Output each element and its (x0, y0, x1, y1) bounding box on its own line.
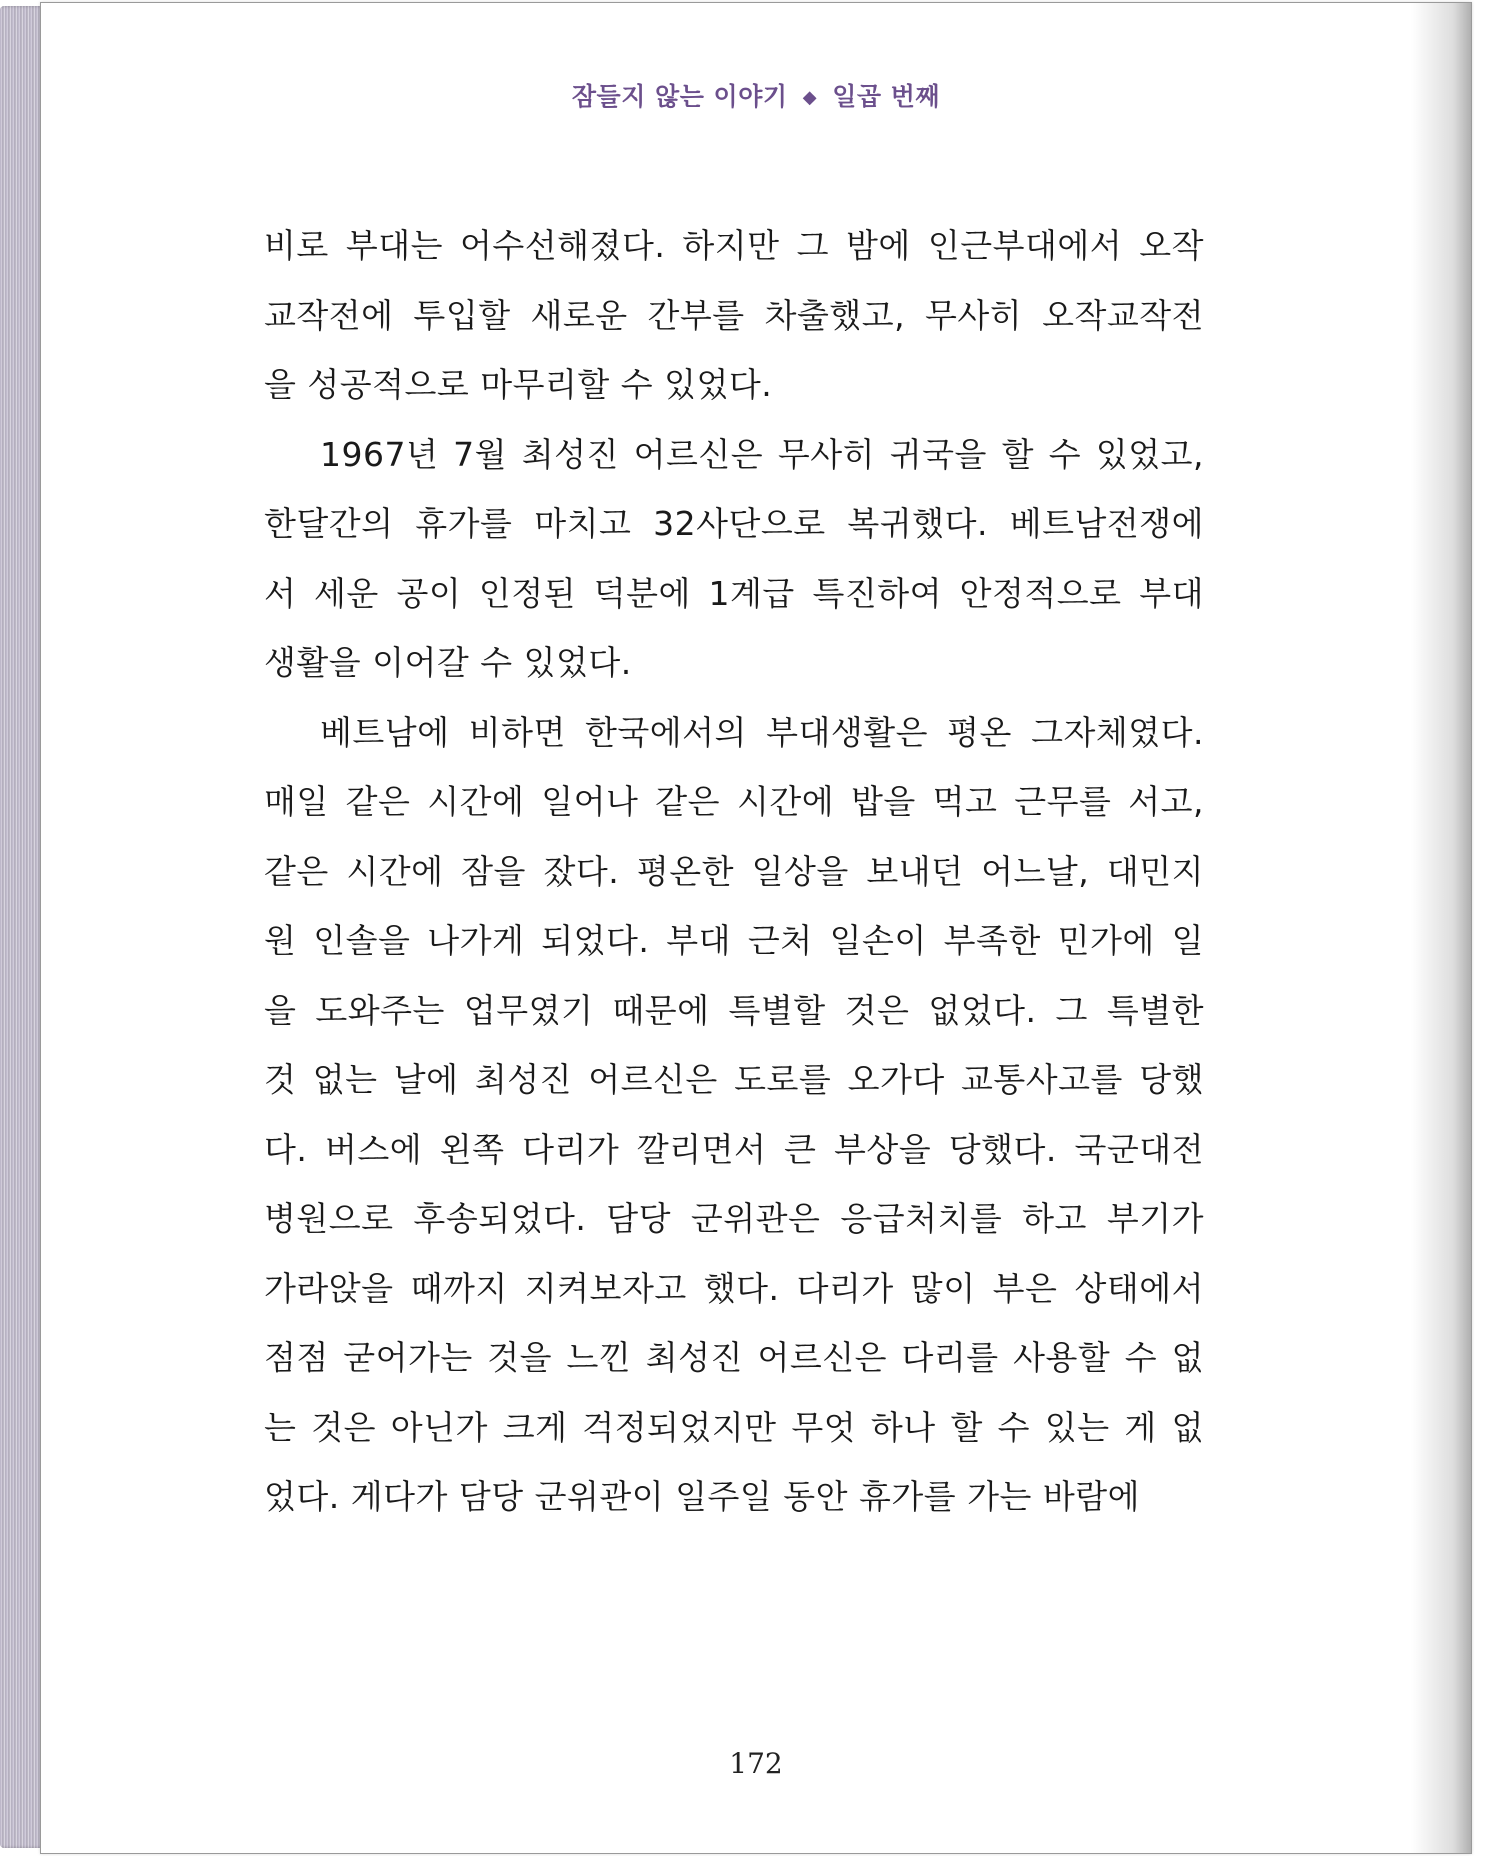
text-line: 생활을 이어갈 수 있었다. (264, 643, 632, 682)
text-line: 한달간의 휴가를 마치고 32사단으로 복귀했다. 베트남전쟁에 (264, 504, 1204, 543)
page (40, 2, 1472, 1854)
body-text (264, 211, 1204, 1532)
running-head-title: 잠들지 않는 이야기 (571, 82, 788, 111)
text-line: 는 것은 아닌가 크게 걱정되었지만 무엇 하나 할 수 있는 게 없 (264, 1407, 1204, 1447)
running-head-chapter: 일곱 번째 (832, 82, 941, 111)
running-head (41, 77, 1471, 113)
text-line: 원 인솔을 나가게 되었다. 부대 근처 일손이 부족한 민가에 일 (264, 921, 1204, 960)
text-line: 가라앉을 때까지 지켜보자고 했다. 다리가 많이 부은 상태에서 (264, 1268, 1204, 1308)
text-line: 었다. 게다가 담당 군위관이 일주일 동안 휴가를 가는 바람에 (264, 1477, 1140, 1516)
text-line: 다. 버스에 왼쪽 다리가 깔리면서 큰 부상을 당했다. 국군대전 (264, 1129, 1204, 1169)
text-line: 베트남에 비하면 한국에서의 부대생활은 평온 그자체였다. (320, 712, 1204, 752)
diamond-icon: ◆ (802, 87, 818, 108)
text-line: 서 세운 공이 인정된 덕분에 1계급 특진하여 안정적으로 부대 (264, 573, 1204, 613)
text-line: 것 없는 날에 최성진 어르신은 도로를 오가다 교통사고를 당했 (264, 1060, 1204, 1099)
text-line: 을 성공적으로 마무리할 수 있었다. (264, 365, 773, 404)
text-line: 비로 부대는 어수선해졌다. 하지만 그 밤에 인근부대에서 오작 (264, 226, 1204, 265)
binding-shadow (1411, 3, 1471, 1853)
text-line: 교작전에 투입할 새로운 간부를 차출했고, 무사히 오작교작전 (264, 295, 1204, 335)
text-line: 1967년 7월 최성진 어르신은 무사히 귀국을 할 수 있었고, (320, 434, 1204, 474)
text-line: 점점 굳어가는 것을 느낀 최성진 어르신은 다리를 사용할 수 없 (264, 1338, 1204, 1377)
text-line: 병원으로 후송되었다. 담당 군위관은 응급처치를 하고 부기가 (264, 1199, 1204, 1238)
text-line: 매일 같은 시간에 일어나 같은 시간에 밥을 먹고 근무를 서고, (264, 782, 1204, 821)
text-line: 을 도와주는 업무였기 때문에 특별할 것은 없었다. 그 특별한 (264, 990, 1204, 1030)
text-line: 같은 시간에 잠을 잤다. 평온한 일상을 보내던 어느날, 대민지 (264, 851, 1204, 891)
page-number: 172 (729, 1747, 783, 1780)
